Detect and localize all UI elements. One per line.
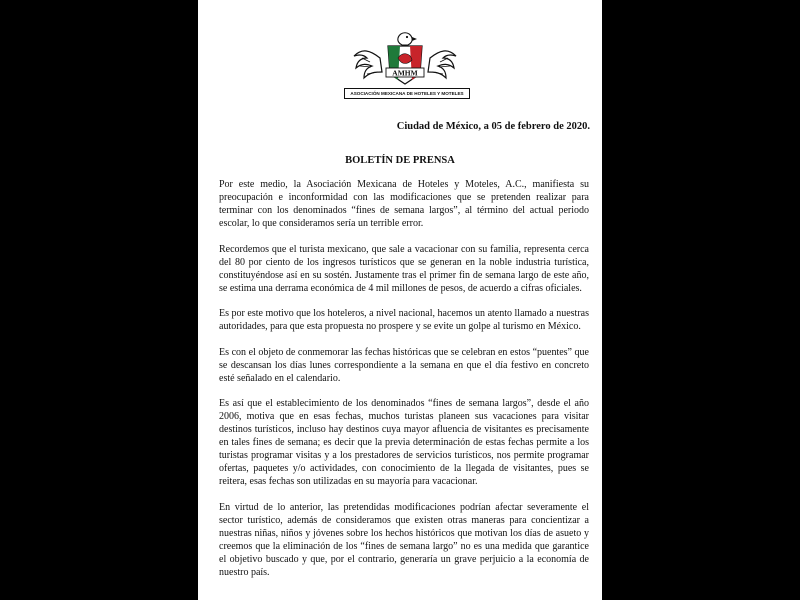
body-text <box>219 178 589 591</box>
logo-letters: AMHM <box>392 68 418 78</box>
paragraph: Es con el objeto de conmemorar las fechas históricas que se celebran en estos “puentes” que se descansan los días lunes correspondiente a la semana en que el día festivo en concreto esté señalado en el calendario. <box>219 346 589 384</box>
document-title: BOLETÍN DE PRENSA <box>345 155 455 166</box>
eagle-emblem-icon <box>340 28 470 88</box>
association-name-caption: ASOCIACIÓN MEXICANA DE HOTELES Y MOTELES <box>344 88 470 99</box>
paragraph: Por este medio, la Asociación Mexicana de Hoteles y Moteles, A.C., manifiesta su preocupación e inconformidad con las modificaciones que se pretenden realizar para terminar con los denominados “fines de semana largos”, al término del actual periodo escolar, lo que consideramos sería un terrible error. <box>219 179 589 229</box>
paragraph: En virtud de lo anterior, las pretendidas modificaciones podrían afectar severamente el sector turístico, además de consideramos que existen otras maneras para concientizar a nuestras niñas, niños y jóvenes sobre los hechos históricos que motivan los días de asueto y creemos que la eliminación de los “fines de semana largo” no es una medida que garantice el objetivo buscado y que, por el contrario, generaría un grave perjuicio a la economía de nuestro país. <box>219 501 589 578</box>
paragraph: Es así que el establecimiento de los denominados “fines de semana largos”, desde el año 2006, motiva que en esas fechas, muchos turistas planeen sus vacaciones para visitar destinos turísticos, incluso hay destinos cuya mayor afluencia de visitantes es precisamente en tales fines de semana; es decir que la previa determinación de estas fechas permite a los turistas programar visitas y a los prestadores de servicios turísticos, nos permite programar ofertas, paquetes y/o actividades, con conocimiento de la llegada de visitantes, pues se reitera, esas fechas son utilizadas en su mayoría para vacacionar. <box>219 398 589 487</box>
paragraph: Es por este motivo que los hoteleros, a nivel nacional, hacemos un atento llamado a nuestras autoridades, para que esta propuesta no prospere y se evite un golpe al turismo en México. <box>219 308 589 332</box>
paragraph: Recordemos que el turista mexicano, que sale a vacacionar con su familia, representa cerca del 80 por ciento de los ingresos turísticos que se generan en la noble industria turística, constituyéndose así en su sostén. Justamente tras el primer fin de semana largo de este año, se estima una derrama económica de 4 mil millones de pesos, de acuerdo a cifras oficiales. <box>219 243 589 294</box>
date-line: Ciudad de México, a 05 de febrero de 2020. <box>396 121 590 132</box>
association-logo <box>340 28 470 108</box>
press-release-page <box>198 0 602 600</box>
